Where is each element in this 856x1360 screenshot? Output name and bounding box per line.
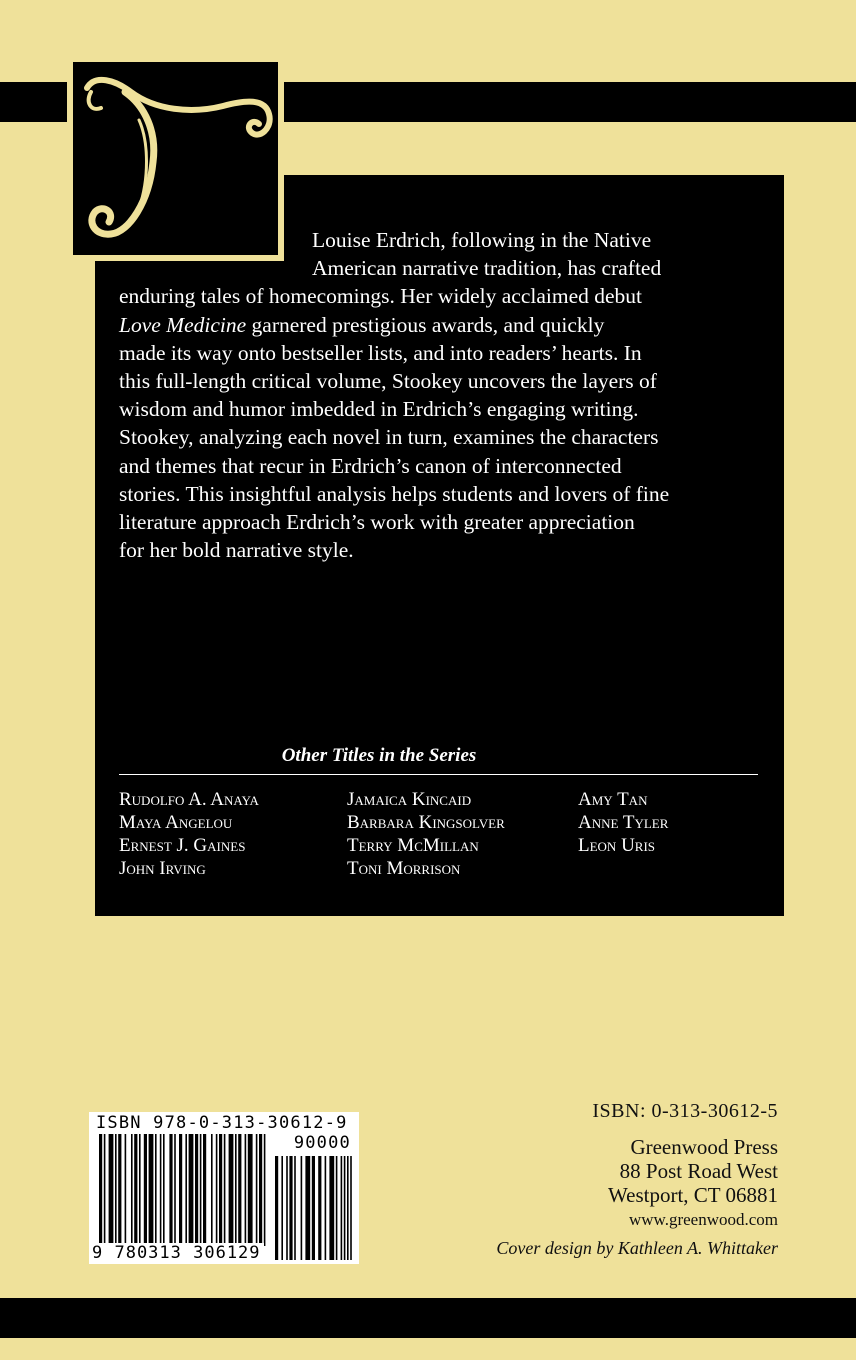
barcode-addon-bar	[350, 1156, 352, 1260]
barcode-addon-bar	[329, 1156, 334, 1260]
isbn-barcode	[89, 1112, 359, 1264]
series-column-3	[578, 788, 668, 857]
barcode-bar	[155, 1134, 157, 1246]
barcode-bar	[195, 1134, 198, 1246]
barcode-bar	[185, 1134, 187, 1246]
barcode-digits: 9 780313 306129	[92, 1243, 264, 1263]
series-author: Anne Tyler	[578, 812, 669, 833]
barcode-bar	[179, 1134, 182, 1246]
blurb-line: made its way onto bestseller lists, and into readers’ hearts. In	[119, 340, 642, 365]
barcode-bar	[203, 1134, 206, 1246]
barcode-bar	[235, 1134, 237, 1246]
barcode-bar	[264, 1134, 266, 1246]
barcode-addon-bar	[305, 1156, 310, 1260]
series-author: Terry McMillan	[347, 835, 479, 856]
barcode-bar	[118, 1134, 121, 1246]
blurb-line: enduring tales of homecomings. Her widely acclaimed debut	[119, 284, 643, 309]
barcode-bar	[144, 1134, 147, 1246]
blurb-line-rest: garnered prestigious awards, and quickly	[246, 312, 605, 337]
barcode-bar	[104, 1134, 106, 1246]
blurb-line: stories. This insightful analysis helps students and lovers of fine	[119, 481, 670, 506]
publisher-website[interactable]: www.greenwood.com	[628, 1210, 778, 1229]
cover-design-credit: Cover design by Kathleen A. Whittaker	[496, 1238, 778, 1258]
barcode-bar	[109, 1134, 114, 1246]
barcode-bar	[216, 1134, 218, 1246]
barcode-bar	[224, 1134, 226, 1246]
barcode-bar	[163, 1134, 165, 1246]
barcode-addon-bar	[325, 1156, 327, 1260]
blurb-line: American narrative tradition, has crafted	[312, 256, 662, 281]
barcode-addon-bar	[318, 1156, 321, 1260]
series-author: Amy Tan	[578, 789, 648, 810]
barcode-bar	[256, 1134, 258, 1246]
series-column-2	[347, 788, 505, 880]
barcode-addon-bar	[347, 1156, 349, 1260]
blurb-line: Stookey, analyzing each novel in turn, examines the characters	[119, 425, 659, 450]
barcode-bar	[189, 1134, 194, 1246]
series-author: Jamaica Kincaid	[347, 789, 472, 810]
publisher-city: Westport, CT 06881	[608, 1183, 778, 1207]
barcode-addon-bar	[275, 1156, 278, 1260]
blurb-line: and themes that recur in Erdrich’s canon of interconnected	[119, 453, 622, 478]
series-divider	[119, 774, 758, 775]
barcode-addon-bar	[289, 1156, 292, 1260]
series-author: John Irving	[119, 858, 206, 879]
barcode-bar	[99, 1134, 102, 1246]
barcode-bar	[238, 1134, 241, 1246]
blurb-line	[119, 311, 739, 339]
barcode-addon-bar	[344, 1156, 346, 1260]
series-column-1	[119, 788, 259, 880]
publisher-name: Greenwood Press	[630, 1135, 778, 1159]
barcode-bar	[131, 1134, 133, 1246]
series-author: Maya Angelou	[119, 812, 233, 833]
series-author: Toni Morrison	[347, 858, 461, 879]
book-title-love-medicine: Love Medicine	[119, 312, 247, 337]
barcode-bar	[160, 1134, 162, 1246]
barcode-addon-bar	[336, 1156, 338, 1260]
logo-indent-spacer	[119, 226, 312, 282]
book-description	[119, 226, 739, 564]
blurb-line: Louise Erdrich, following in the Native	[312, 228, 652, 252]
series-heading: Other Titles in the Series	[281, 745, 477, 766]
barcode-addon-bar	[312, 1156, 315, 1260]
barcode-bar	[149, 1134, 154, 1246]
barcode-addon-bar	[281, 1156, 283, 1260]
barcode-bar	[229, 1134, 234, 1246]
barcode-bar	[211, 1134, 213, 1246]
series-author: Leon Uris	[578, 835, 656, 856]
barcode-addon-bar	[286, 1156, 288, 1260]
barcode-isbn-label: ISBN 978-0-313-30612-9	[96, 1113, 348, 1133]
barcode-bar	[115, 1134, 117, 1246]
series-author: Barbara Kingsolver	[347, 812, 505, 833]
barcode-addon-bar	[294, 1156, 296, 1260]
barcode-bar	[125, 1134, 127, 1246]
isbn-text: ISBN: 0-313-30612-5	[592, 1100, 778, 1122]
barcode-bar	[245, 1134, 247, 1246]
blurb-line: for her bold narrative style.	[119, 538, 354, 563]
barcode-bar	[248, 1134, 253, 1246]
publisher-street: 88 Post Road West	[619, 1159, 778, 1183]
barcode-bar	[174, 1134, 176, 1246]
barcode-bar	[219, 1134, 222, 1246]
barcode-bar	[259, 1134, 262, 1246]
series-author: Ernest J. Gaines	[119, 835, 246, 856]
barcode-bar	[134, 1134, 137, 1246]
blurb-line: wisdom and humor imbedded in Erdrich’s engaging writing.	[119, 397, 639, 422]
barcode-bar	[169, 1134, 172, 1246]
blurb-line: this full-length critical volume, Stookey uncovers the layers of	[119, 369, 657, 394]
bottom-black-band	[0, 1298, 856, 1338]
barcode-bar	[200, 1134, 202, 1246]
blurb-line: literature approach Erdrich’s work with greater appreciation	[119, 510, 635, 535]
series-author: Rudolfo A. Anaya	[119, 789, 259, 810]
barcode-addon-bar	[301, 1156, 303, 1260]
barcode-bar	[139, 1134, 141, 1246]
barcode-addon-digits: 90000	[293, 1133, 351, 1153]
barcode-addon-bar	[341, 1156, 343, 1260]
